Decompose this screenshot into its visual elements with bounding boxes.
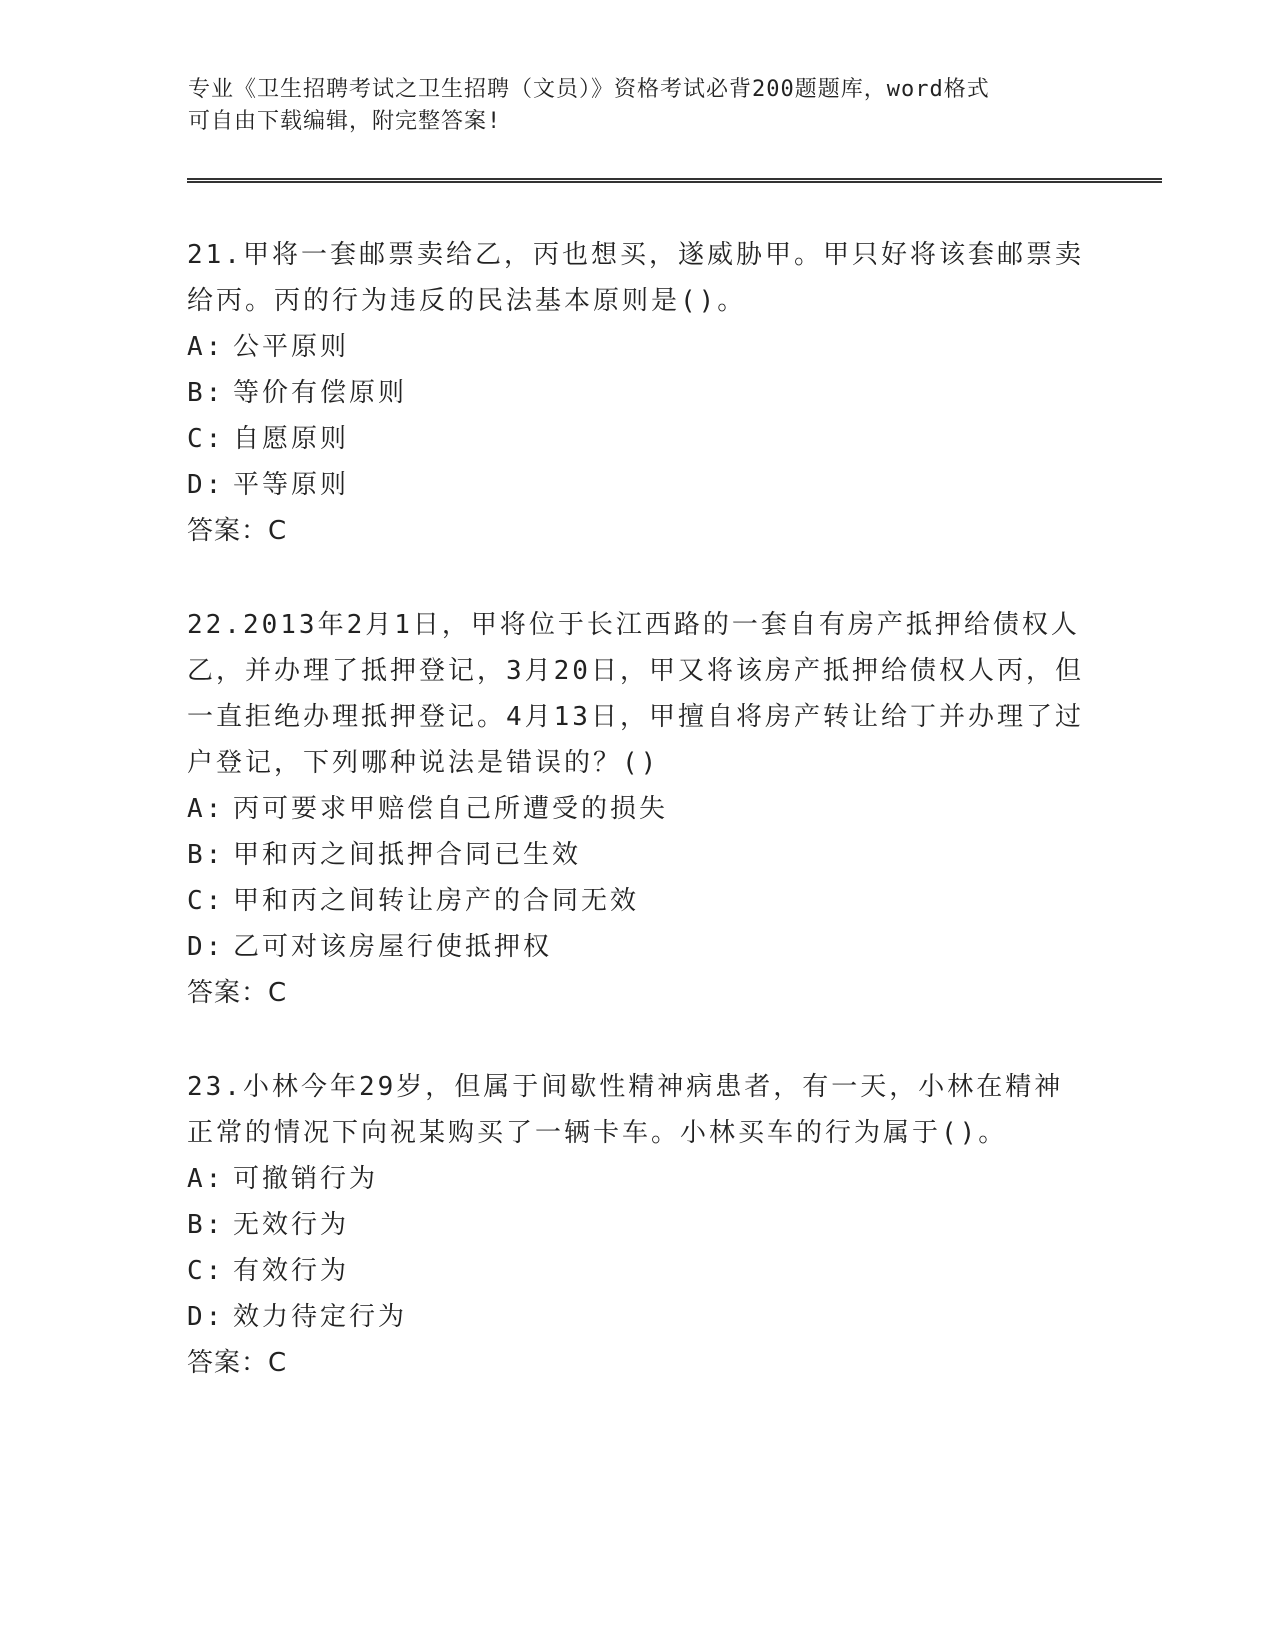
question-22 xyxy=(187,602,1087,1016)
option-b xyxy=(187,1202,1087,1248)
option-letter: A: xyxy=(187,1164,225,1194)
option-a xyxy=(187,324,1087,370)
header-line-2: 可自由下载编辑，附完整答案! xyxy=(188,109,502,134)
question-text: 23.小林今年29岁，但属于间歇性精神病患者，有一天，小林在精神正常的情况下向祝某购买了一辆卡车。小林买车的行为属于()。 xyxy=(187,1072,1064,1148)
option-c xyxy=(187,416,1087,462)
option-b xyxy=(187,832,1087,878)
option-a xyxy=(187,786,1087,832)
question-text: 22.2013年2月1日，甲将位于长江西路的一套自有房产抵押给债权人乙，并办理了抵押登记，3月20日，甲又将该房产抵押给债权人丙，但一直拒绝办理抵押登记。4月13日，甲擅自将房产转让给丁并办理了过户登记，下列哪种说法是错误的？() xyxy=(187,610,1084,778)
option-d xyxy=(187,1294,1087,1340)
header-divider xyxy=(187,178,1162,183)
option-c xyxy=(187,1248,1087,1294)
option-text: 效力待定行为 xyxy=(233,1302,408,1332)
option-letter: A: xyxy=(187,794,225,824)
option-text: 有效行为 xyxy=(233,1256,350,1286)
option-b xyxy=(187,370,1087,416)
question-23 xyxy=(187,1064,1087,1386)
option-d xyxy=(187,924,1087,970)
option-text: 可撤销行为 xyxy=(233,1164,379,1194)
option-text: 平等原则 xyxy=(233,470,350,500)
option-a xyxy=(187,1156,1087,1202)
answer-text: 答案：C xyxy=(187,516,288,546)
option-text: 丙可要求甲赔偿自己所遭受的损失 xyxy=(233,794,669,824)
option-text: 无效行为 xyxy=(233,1210,350,1240)
option-text: 等价有偿原则 xyxy=(233,378,408,408)
option-text: 甲和丙之间转让房产的合同无效 xyxy=(233,886,640,916)
option-letter: B: xyxy=(187,840,225,870)
option-letter: B: xyxy=(187,1210,225,1240)
option-letter: C: xyxy=(187,886,225,916)
answer-text: 答案：C xyxy=(187,978,288,1008)
option-letter: C: xyxy=(187,1256,225,1286)
answer-text: 答案：C xyxy=(187,1348,288,1378)
option-text: 公平原则 xyxy=(233,332,350,362)
option-letter: B: xyxy=(187,378,225,408)
document-header xyxy=(188,74,1068,138)
question-text: 21.甲将一套邮票卖给乙，丙也想买，遂威胁甲。甲只好将该套邮票卖给丙。丙的行为违反的民法基本原则是()。 xyxy=(187,240,1084,316)
question-list xyxy=(187,232,1087,1434)
option-text: 甲和丙之间抵押合同已生效 xyxy=(233,840,582,870)
option-letter: A: xyxy=(187,332,225,362)
option-d xyxy=(187,462,1087,508)
option-letter: D: xyxy=(187,932,225,962)
header-line-1: 专业《卫生招聘考试之卫生招聘（文员）》资格考试必背200题题库，word格式 xyxy=(188,77,990,102)
option-text: 乙可对该房屋行使抵押权 xyxy=(233,932,553,962)
option-text: 自愿原则 xyxy=(233,424,350,454)
option-letter: D: xyxy=(187,470,225,500)
question-21 xyxy=(187,232,1087,554)
option-letter: C: xyxy=(187,424,225,454)
option-c xyxy=(187,878,1087,924)
option-letter: D: xyxy=(187,1302,225,1332)
